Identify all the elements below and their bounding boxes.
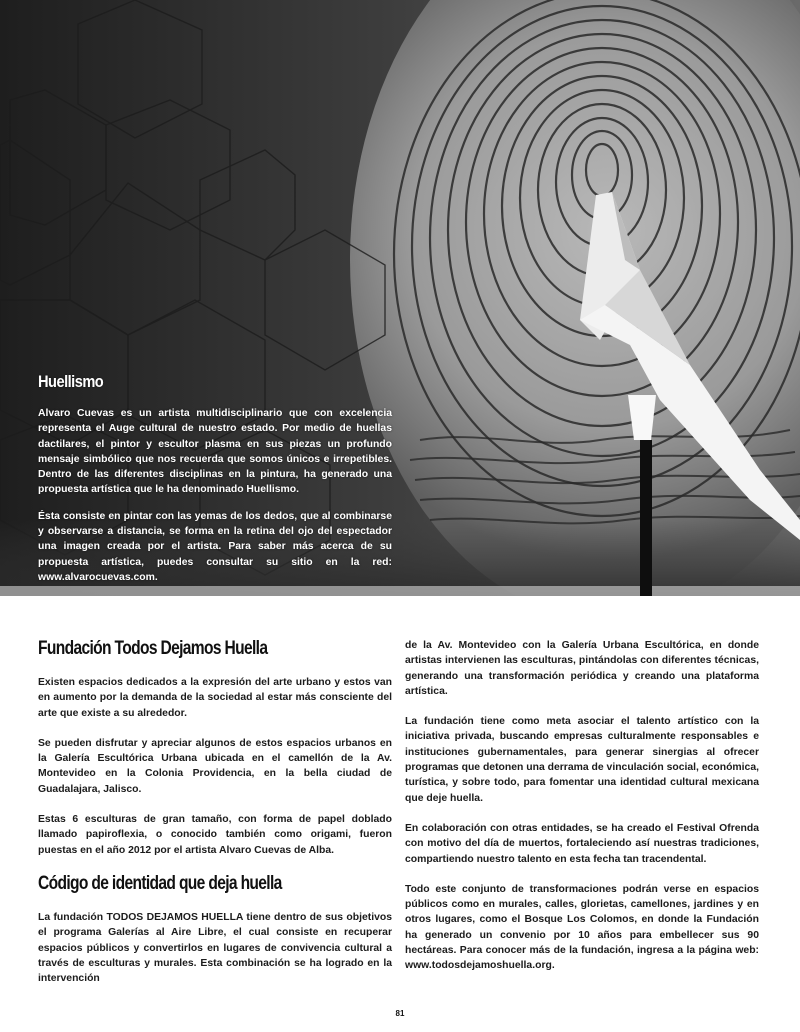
hero-title: Huellismo	[38, 372, 104, 391]
body-paragraph: de la Av. Montevideo con la Galería Urbana Escultórica, en donde artistas intervienen las esculturas, pintándolas con diferentes técnicas, generando una transformación periódica y creando una plataforma artística.	[405, 640, 759, 697]
body-paragraph: Estas 6 esculturas de gran tamaño, con forma de papel doblado llamado papiroflexia, o conocido también como origami, fueron puestas en el año 2012 por el artista Alvaro Cuevas de Alba.	[38, 814, 392, 856]
hero-text-block	[38, 372, 392, 596]
body-paragraph: Existen espacios dedicados a la expresión del arte urbano y estos van en aumento por la demanda de la sociedad al estar más consciente del arte que existe a su alrededor.	[38, 677, 392, 719]
body-paragraph: En colaboración con otras entidades, se ha creado el Festival Ofrenda con motivo del día de muertos, fortaleciendo así nuestras tradiciones, compartiendo nuestro talento en esta fecha tan tracendental.	[405, 822, 759, 865]
hero-paragraph: Alvaro Cuevas es un artista multidisciplinario que con excelencia representa el Auge cultural de nuestro estado. Por medio de huellas dactilares, el pintor y escultor plasma en sus piezas un profundo mensaje simbólico que nos recuerda que somos únicos e irrepetibles. Dentro de las diferentes disciplinas en la pintura, ha generado una propuesta artística que le ha denominado Huellismo.	[38, 408, 392, 496]
body-paragraph: Se pueden disfrutar y apreciar algunos de estos espacios urbanos en la Galería Escultórica Urbana ubicada en el camellón de la Av. Montevideo en la Colonia Providencia, en la bella ciudad de Guadalajara, Jalisco.	[38, 737, 392, 795]
page-number: 81	[395, 1009, 405, 1018]
section-title-fundacion: Fundación Todos Dejamos Huella	[38, 638, 268, 659]
body-paragraph: La fundación tiene como meta asociar el talento artístico con la iniciativa privada, buscando empresas culturalmente responsables e instituciones gubernamentales, para generar sinergias al ofrecer programas que detonen una derrama de vinculación social, económica, turística, y sobre todo, para fomentar una identidad cultural mexicana que deje huella.	[405, 716, 759, 804]
left-column	[38, 638, 392, 1001]
body-paragraph: Todo este conjunto de transformaciones podrán verse en espacios públicos como en murales, calles, glorietas, camellones, jardines y en otros lugares, como el Bosque Los Colomos, en donde la Fundación ha generado un convenio por 10 años para embellecer sus 90 hectáreas. Para conocer más de la fundación, ingresa a la página web: www.todosdejamoshuella.org.	[405, 883, 759, 972]
hero-paragraph: Ésta consiste en pintar con las yemas de los dedos, que al combinarse y observarse a distancia, se forma en la retina del ojo del espectador una imagen creada por el artista. Para saber más acerca de su propuesta artística, puedes consultar su sitio en la red: www.alvarocuevas.com.	[38, 510, 392, 583]
right-column	[405, 638, 759, 989]
section-title-codigo: Código de identidad que deja huella	[38, 872, 282, 894]
body-paragraph: La fundación TODOS DEJAMOS HUELLA tiene dentro de sus objetivos el programa Galerías al Aire Libre, el cual consiste en recuperar espacios públicos y convertirlos en lugares de convivencia cultural a través de esculturas y murales. Esta combinación se ha logrado en la intervención	[38, 911, 392, 985]
